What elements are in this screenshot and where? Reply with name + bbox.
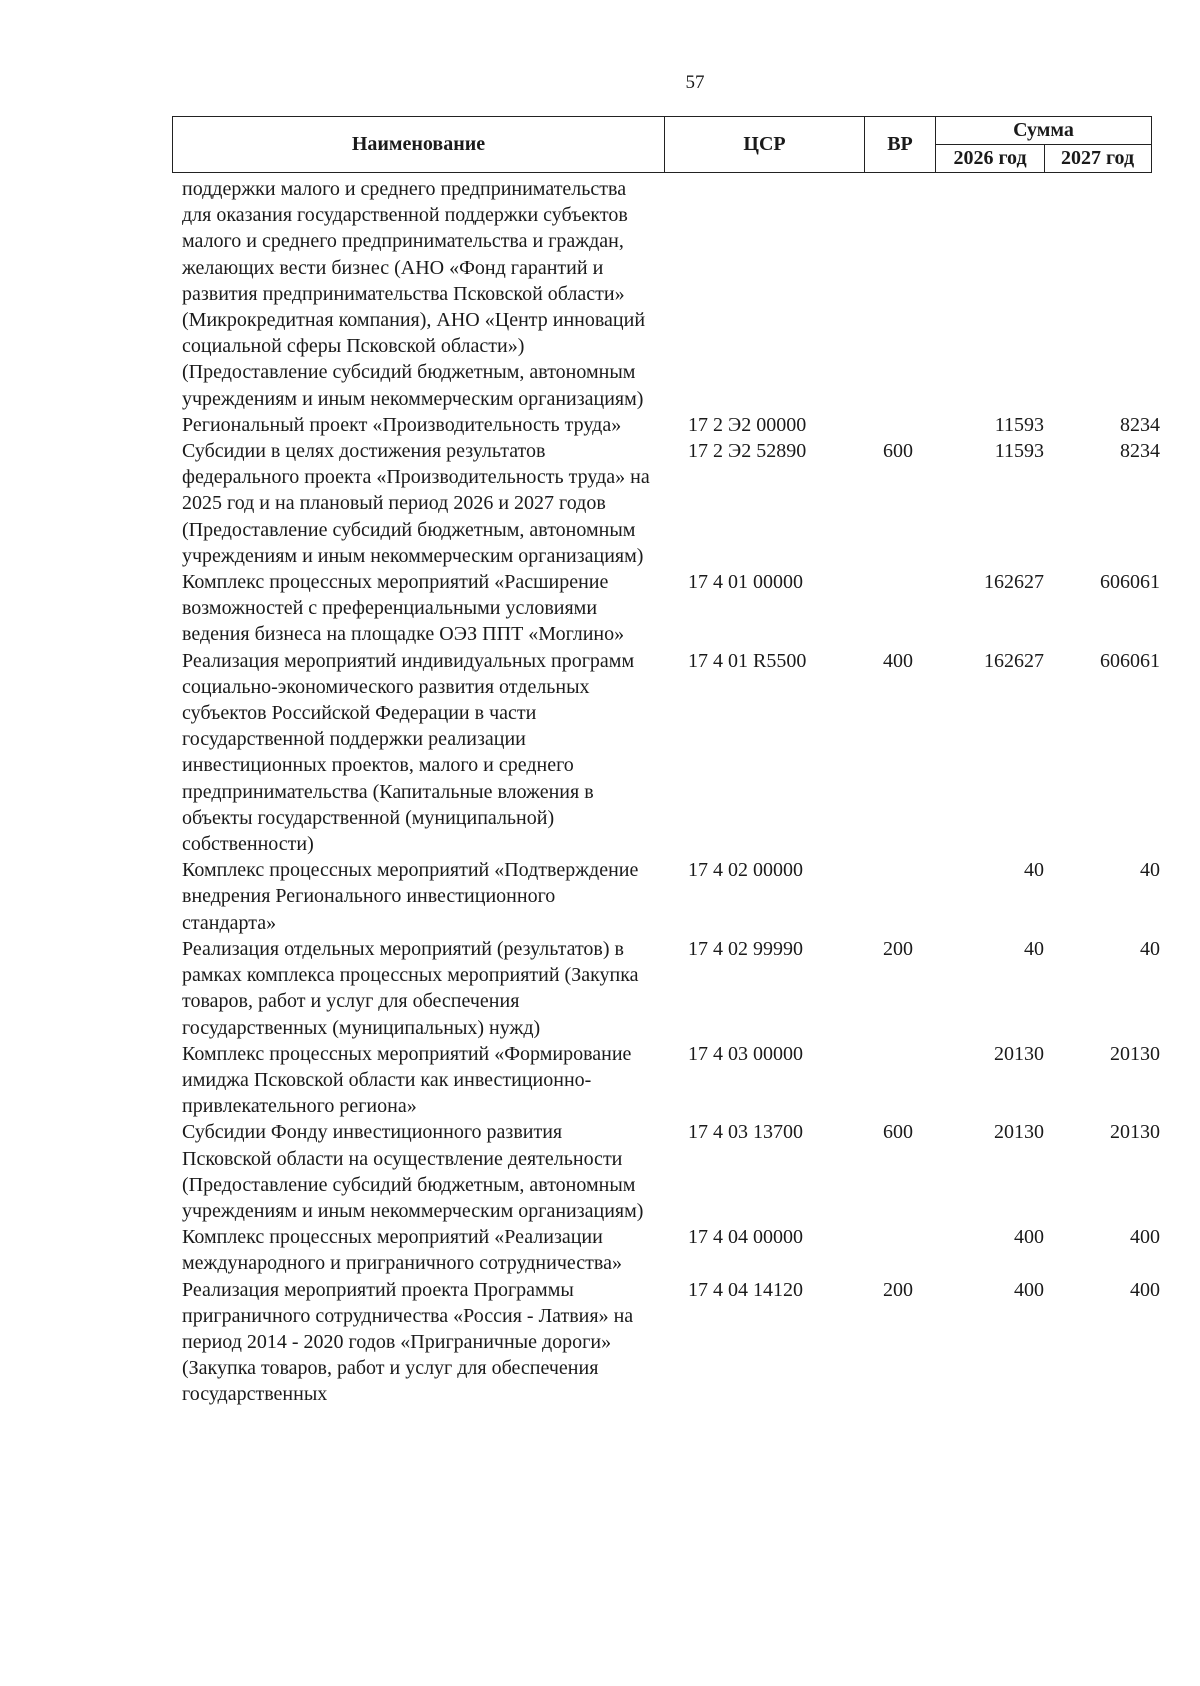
row-name: Региональный проект «Производительность труда» [182, 413, 622, 436]
row-vr: 600 [883, 1121, 913, 1144]
row-sum-2027: 40 [1140, 937, 1160, 960]
row-name: Реализация мероприятий проекта Программы приграничного сотрудничества «Россия - Латвия» на период 2014 - 2020 годов «Приграничные дороги» (Закупка товаров, работ и услуг для обеспечения государственных [182, 1278, 634, 1406]
row-sum-2027: 8234 [1120, 440, 1160, 463]
row-csr: 17 4 01 R5500 [688, 649, 807, 672]
row-sum-2026: 400 [1014, 1278, 1044, 1301]
row-csr: 17 4 01 00000 [688, 571, 803, 594]
row-csr: 17 2 Э2 00000 [688, 413, 807, 436]
row-sum-2026: 400 [1014, 1226, 1044, 1249]
row-sum-2027: 606061 [1100, 571, 1160, 594]
table-row [182, 1041, 1160, 1120]
row-sum-2026: 162627 [984, 649, 1044, 672]
row-sum-2026: 162627 [984, 571, 1044, 594]
table-row [182, 412, 1160, 438]
row-name: Комплекс процессных мероприятий «Подтверждение внедрения Регионального инвестиционного стандарта» [182, 859, 639, 934]
row-vr: 600 [883, 440, 913, 463]
row-csr: 17 4 03 13700 [688, 1121, 803, 1144]
table-row [182, 857, 1160, 936]
row-sum-2026: 20130 [994, 1121, 1044, 1144]
header-year-2027: 2027 год [1060, 147, 1135, 169]
row-name: поддержки малого и среднего предпринимательства для оказания государственной поддержки субъектов малого и среднего предпринимательства и граждан, желающих вести бизнес (АНО «Фонд гарантий и развития предпринимательства Псковской области» (Микрокредитная компания), АНО «Центр инноваций социальной сферы Псковской области») (Предоставление субсидий бюджетным, автономным учреждениям и иным некоммерческим организациям) [182, 178, 646, 410]
row-vr: 200 [883, 937, 913, 960]
row-name: Реализация отдельных мероприятий (результатов) в рамках комплекса процессных мероприятий (Закупка товаров, работ и услуг для обеспечения государственных (муниципальных) нужд) [182, 937, 639, 1039]
header-sum-group [936, 117, 1151, 172]
table-row [182, 569, 1160, 648]
row-vr: 200 [883, 1278, 913, 1301]
table-row [182, 438, 1160, 569]
table-row [182, 936, 1160, 1041]
row-csr: 17 2 Э2 52890 [688, 440, 807, 463]
table-row [182, 1277, 1160, 1408]
row-sum-2027: 20130 [1110, 1121, 1160, 1144]
row-name: Субсидии в целях достижения результатов федерального проекта «Производительность труда» на 2025 год и на плановый период 2026 и 2027 годов (Предоставление субсидий бюджетным, автономным учреждениям и иным некоммерческим организациям) [182, 440, 650, 567]
row-sum-2027: 606061 [1100, 649, 1160, 672]
table-row [182, 1224, 1160, 1276]
table-row [182, 176, 1142, 412]
header-name: Наименование [173, 117, 665, 172]
page-number: 57 [685, 72, 705, 93]
row-vr: 400 [883, 649, 913, 672]
row-sum-2026: 11593 [994, 440, 1044, 463]
row-name: Комплекс процессных мероприятий «Расширение возможностей с преференциальными условиями ведения бизнеса на площадке ОЭЗ ППТ «Моглино» [182, 571, 625, 646]
header-csr: ЦСР [665, 117, 865, 172]
header-sum: Сумма [936, 117, 1151, 145]
row-sum-2027: 400 [1130, 1226, 1160, 1249]
row-name: Комплекс процессных мероприятий «Формирование имиджа Псковской области как инвестиционно-привлекательного региона» [182, 1042, 632, 1118]
row-sum-2026: 40 [1024, 859, 1044, 882]
row-name: Комплекс процессных мероприятий «Реализации международного и приграничного сотрудничества» [182, 1226, 622, 1275]
row-sum-2026: 11593 [994, 413, 1044, 436]
table-body [182, 176, 1160, 1408]
row-csr: 17 4 02 00000 [688, 859, 803, 882]
row-sum-2026: 40 [1024, 937, 1044, 960]
table-header [172, 116, 1152, 173]
header-vr: ВР [865, 117, 936, 172]
row-csr: 17 4 02 99990 [688, 937, 803, 960]
table-row [182, 648, 1160, 858]
row-csr: 17 4 04 14120 [688, 1278, 803, 1301]
row-name: Субсидии Фонду инвестиционного развития Псковской области на осуществление деятельности (Предоставление субсидий бюджетным, автономным учреждениям и иным некоммерческим организациям) [182, 1121, 644, 1222]
row-csr: 17 4 04 00000 [688, 1226, 803, 1249]
row-csr: 17 4 03 00000 [688, 1042, 803, 1065]
row-sum-2027: 8234 [1120, 413, 1160, 436]
table-row [182, 1119, 1160, 1224]
row-sum-2027: 400 [1130, 1278, 1160, 1301]
header-year-2026: 2026 год [936, 144, 1045, 172]
row-sum-2027: 20130 [1110, 1042, 1160, 1065]
row-sum-2027: 40 [1140, 859, 1160, 882]
row-sum-2026: 20130 [994, 1042, 1044, 1065]
row-name: Реализация мероприятий индивидуальных программ социально-экономического развития отдельных субъектов Российской Федерации в части государственной поддержки реализации инвестиционных проектов, малого и среднего предпринимательства (Капитальные вложения в объекты государственной (муниципальной) собственности) [182, 649, 635, 856]
